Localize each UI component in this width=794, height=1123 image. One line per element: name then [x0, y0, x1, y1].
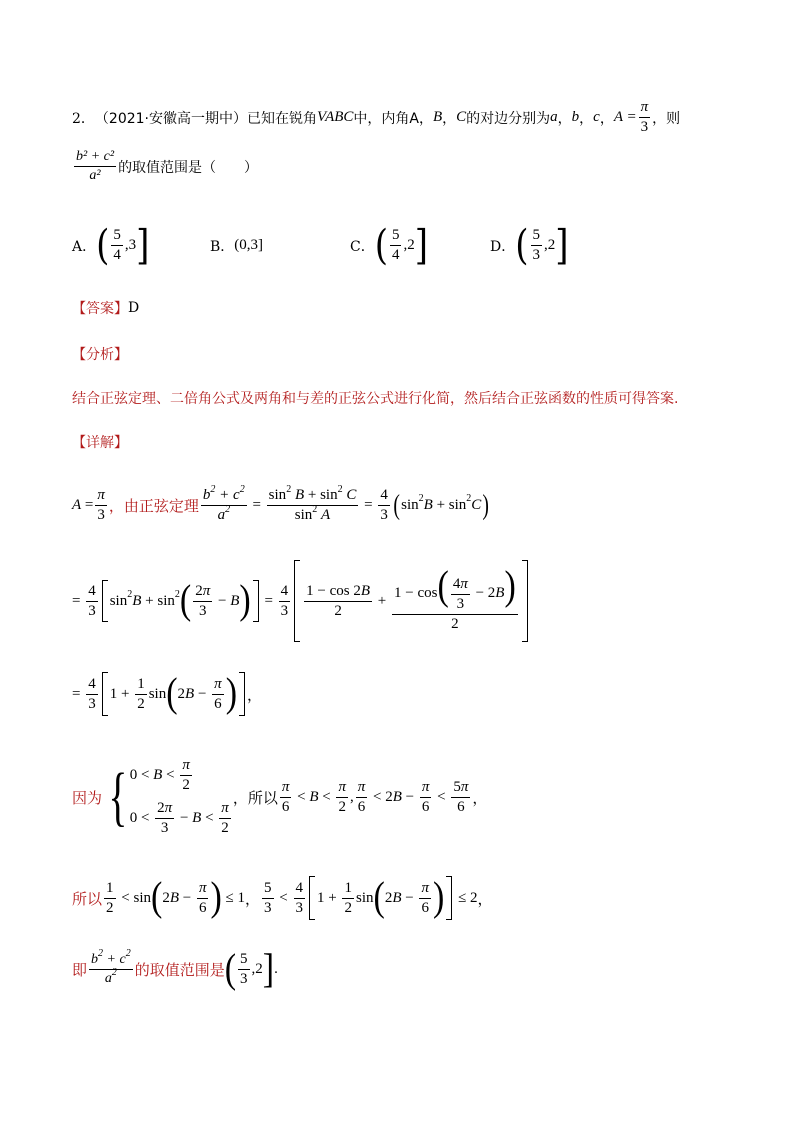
- answer-tag: 【答案】: [72, 301, 128, 317]
- detail-tag-line: [72, 432, 128, 452]
- ie-label: 即: [72, 961, 88, 979]
- analysis-text-line: [72, 388, 678, 408]
- label-c: C: [456, 109, 467, 125]
- analysis-tag-line: [72, 344, 128, 364]
- option-c[interactable]: C． ( $\frac{5}{4}$ ,2 ]: [350, 221, 428, 270]
- question-line: 2． （2021·安徽高一期中） 已知在锐角 VABC 中，内角A， B ， C 的对边分别为 a ， b ， c ， A = $\frac{\pi}{3}$ ，则: [72, 99, 681, 135]
- option-d[interactable]: D． ( $\frac{5}{3}$ ,2 ]: [490, 221, 569, 270]
- detail-step-5: 所以 $\frac{1}{2}$ < sin ( 2 B − $\frac{\pi}{6}$ ) ≤ 1 ， $\frac{5}{3}$ < $\frac{4}{3}$ 1 + $\frac{1}{2}$ sin ( 2 B − $\frac{\pi}{6}$ ) ≤ 2 ，: [72, 875, 493, 920]
- analysis-tag: 【分析】: [72, 347, 128, 363]
- var-a: a: [550, 109, 558, 125]
- answer-line: [72, 298, 139, 318]
- var-c: c: [593, 109, 600, 125]
- label-b: B: [432, 109, 443, 125]
- detail-step-3: = $\frac{4}{3}$ 1 + $\frac{1}{2}$ sin ( 2 B − $\frac{\pi}{6}$ ) ，: [72, 671, 263, 716]
- so-label: ，所以: [232, 788, 278, 807]
- by-sine-law: ，由正弦定理: [108, 497, 199, 515]
- question-then: ，则: [652, 110, 681, 127]
- question-stem-1: 已知在锐角: [247, 110, 318, 127]
- question-expression-line: [72, 150, 258, 183]
- detail-conclusion: 即 $\frac{b^2 + c^2}{a^2}$ 的取值范围是 ( $\frac{5}{3}$ ,2 ] .: [72, 946, 278, 992]
- option-b[interactable]: B． (0,3]: [210, 237, 264, 255]
- option-a[interactable]: A． ( $\frac{5}{4}$ ,3 ]: [72, 221, 150, 270]
- detail-step-4: 因为 { 0 < B < $\frac{\pi}{2}$ 0 < $\frac{2\pi}{3}$ − B < $\frac{\pi}{2}$ ，所以 $\frac{\pi}{6}$ < B < $\frac{\pi}{2}$ , $\frac{\pi}{6}$ < 2 B − $\frac{\pi}{6}$ < $\frac{5\pi}{6}$ ，: [72, 757, 488, 836]
- pi-over-3: $\frac{\pi}{3}$: [640, 99, 649, 135]
- question-stem-3: 的对边分别为: [466, 110, 551, 127]
- detail-step-2: = $\frac{4}{3}$ sin 2 B + sin 2 ( $\frac{2\pi}{3}$ − B ) = $\frac{4}{3}$ $\frac{1 - \cos 2B}{2}$ + 1 − cos( $\frac{4\pi}{3}$ − 2B) 2: [72, 560, 530, 642]
- question-number: 2．: [72, 110, 95, 127]
- expression-fraction: $\frac{\text{b² + c²}}{\text{a²}}$: [76, 149, 115, 183]
- answer-value: D: [128, 300, 140, 316]
- detail-tag: 【详解】: [72, 435, 128, 451]
- var-b: b: [571, 109, 580, 125]
- A-equals: A =: [613, 109, 637, 125]
- question-source: （2021·安徽高一期中）: [94, 110, 248, 127]
- because-label: 因为: [72, 788, 103, 807]
- question-stem-2: 中，内角A，: [353, 110, 433, 127]
- question-ask: 的取值范围是（ ）: [118, 159, 259, 176]
- detail-step-1: A = $\frac{\pi}{3}$ ，由正弦定理 $\frac{b^2 + c^2}{a^2}$ = $\frac{\sin^2 B + \sin^2 C}{\sin^2 A}$ = $\frac{4}{3}$ ( sin 2 B + sin 2 C ): [72, 484, 490, 523]
- triangle-name: VABC: [317, 109, 354, 125]
- range-text: 的取值范围是: [134, 961, 225, 979]
- so2-label: 所以: [72, 889, 103, 908]
- options-row: [72, 221, 569, 270]
- analysis-text: 结合正弦定理、二倍角公式及两角和与差的正弦公式进行化简，然后结合正弦函数的性质可得答案.: [72, 391, 679, 407]
